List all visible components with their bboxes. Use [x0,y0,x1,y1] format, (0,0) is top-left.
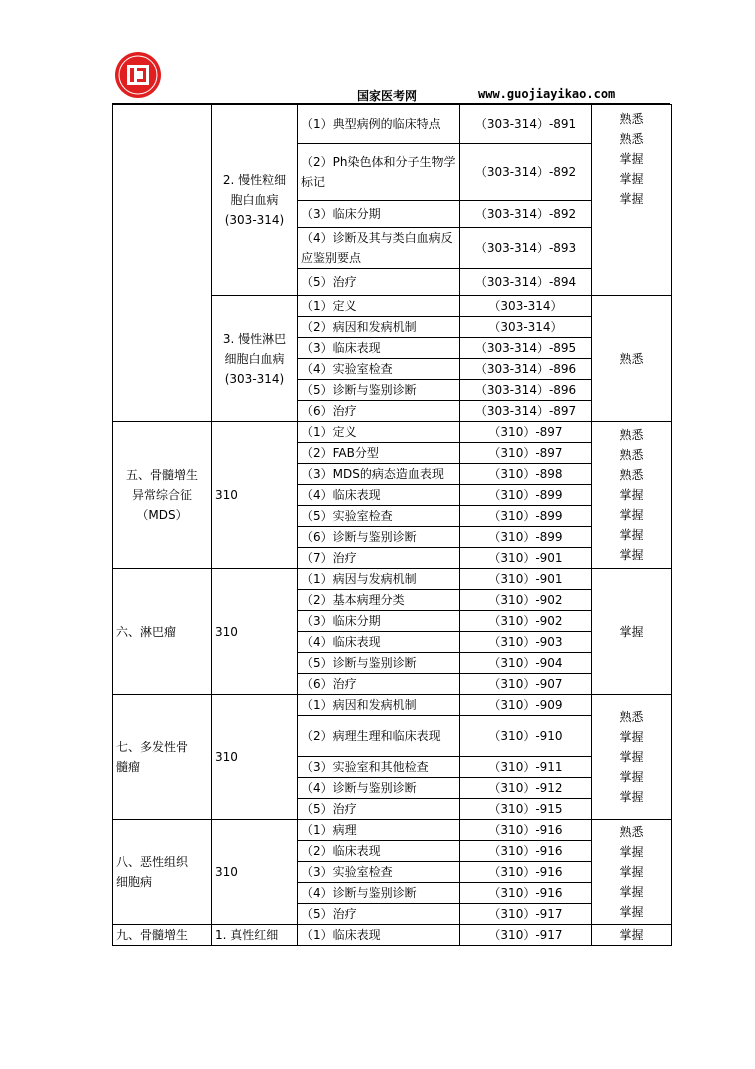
subcategory-cell: 3. 慢性淋巴 细胞白血病 (303-314) [212,296,298,422]
topic-cell: （3）临床分期 [298,201,460,228]
page-cell: （310）-909 [460,695,592,716]
category-cell: 七、多发性骨 髓瘤 [113,695,212,820]
page-cell: （310）-911 [460,757,592,778]
topic-cell: （2）基本病理分类 [298,590,460,611]
topic-cell: （5）治疗 [298,799,460,820]
table-row [113,105,672,144]
topic-cell: （3）实验室和其他检查 [298,757,460,778]
page-cell: （310）-897 [460,422,592,443]
topic-cell: （3）临床表现 [298,338,460,359]
category-cell: 五、骨髓增生 异常综合征 （MDS） [113,422,212,569]
requirement-cell: 熟悉 熟悉 熟悉 掌握 掌握 掌握 掌握 [592,422,672,569]
topic-cell: （5）治疗 [298,269,460,296]
topic-cell: （2）Ph染色体和分子生物学标记 [298,144,460,201]
table-row [113,925,672,946]
page-cell: （303-314）-893 [460,228,592,269]
page-cell: （310）-899 [460,485,592,506]
site-logo-icon [112,50,164,100]
site-name: 国家医考网 [357,89,418,103]
page-cell: （310）-899 [460,527,592,548]
table-row [113,695,672,716]
page-cell: （310）-915 [460,799,592,820]
requirement-cell: 熟悉 [592,296,672,422]
topic-cell: （1）病理 [298,820,460,841]
subcategory-cell: 310 [212,422,298,569]
page-cell: （303-314）-895 [460,338,592,359]
category-cell: 九、骨髓增生 [113,925,212,946]
page-cell: （303-314）-892 [460,201,592,228]
table-row [113,422,672,443]
page-cell: （310）-916 [460,883,592,904]
table-row [113,569,672,590]
topic-cell: （2）FAB分型 [298,443,460,464]
topic-cell: （3）实验室检查 [298,862,460,883]
topic-cell: （3）临床分期 [298,611,460,632]
page-cell: （310）-916 [460,862,592,883]
page-cell: （310）-902 [460,590,592,611]
topic-cell: （6）诊断与鉴别诊断 [298,527,460,548]
page-cell: （303-314）-896 [460,359,592,380]
page-cell: （303-314）-896 [460,380,592,401]
topic-cell: （4）实验室检查 [298,359,460,380]
subcategory-cell: 2. 慢性粒细 胞白血病 (303-314) [212,105,298,296]
topic-cell: （4）诊断与鉴别诊断 [298,778,460,799]
page-cell: （310）-902 [460,611,592,632]
requirement-cell: 掌握 [592,925,672,946]
topic-cell: （5）实验室检查 [298,506,460,527]
topic-cell: （5）治疗 [298,904,460,925]
page-cell: （310）-899 [460,506,592,527]
topic-cell: （1）典型病例的临床特点 [298,105,460,144]
site-url[interactable]: www.guojiayikao.com [478,87,616,101]
topic-cell: （1）临床表现 [298,925,460,946]
page-cell: （310）-904 [460,653,592,674]
page-cell: （310）-897 [460,443,592,464]
category-cell: 八、恶性组织 细胞病 [113,820,212,925]
subcategory-cell: 310 [212,820,298,925]
topic-cell: （6）治疗 [298,674,460,695]
page-cell: （303-314） [460,296,592,317]
topic-cell: （1）定义 [298,296,460,317]
topic-cell: （2）病理生理和临床表现 [298,716,460,757]
page-cell: （310）-903 [460,632,592,653]
page-cell: （303-314） [460,317,592,338]
page-cell: （310）-901 [460,548,592,569]
page-cell: （310）-898 [460,464,592,485]
subcategory-cell: 310 [212,569,298,695]
subcategory-cell: 310 [212,695,298,820]
topic-cell: （4）诊断与鉴别诊断 [298,883,460,904]
page-cell: （303-314）-892 [460,144,592,201]
page-cell: （310）-917 [460,904,592,925]
topic-cell: （3）MDS的病态造血表现 [298,464,460,485]
table-row [113,820,672,841]
topic-cell: （4）诊断及其与类白血病反应鉴别要点 [298,228,460,269]
requirement-cell: 掌握 [592,569,672,695]
topic-cell: （6）治疗 [298,401,460,422]
category-cell-empty [113,105,212,422]
page-cell: （310）-910 [460,716,592,757]
topic-cell: （1）病因和发病机制 [298,695,460,716]
topic-cell: （4）临床表现 [298,485,460,506]
subcategory-cell: 1. 真性红细 [212,925,298,946]
page-cell: （310）-912 [460,778,592,799]
topic-cell: （1）病因与发病机制 [298,569,460,590]
topic-cell: （5）诊断与鉴别诊断 [298,380,460,401]
topic-cell: （2）病因和发病机制 [298,317,460,338]
topic-cell: （4）临床表现 [298,632,460,653]
page-cell: （310）-907 [460,674,592,695]
page-cell: （310）-916 [460,820,592,841]
page-cell: （303-314）-891 [460,105,592,144]
category-cell: 六、淋巴瘤 [113,569,212,695]
requirement-cell: 熟悉 掌握 掌握 掌握 掌握 [592,695,672,820]
topic-cell: （7）治疗 [298,548,460,569]
syllabus-table [112,104,672,946]
topic-cell: （1）定义 [298,422,460,443]
page-cell: （310）-917 [460,925,592,946]
topic-cell: （2）临床表现 [298,841,460,862]
page-cell: （303-314）-894 [460,269,592,296]
page-cell: （303-314）-897 [460,401,592,422]
topic-cell: （5）诊断与鉴别诊断 [298,653,460,674]
page-cell: （310）-901 [460,569,592,590]
page-cell: （310）-916 [460,841,592,862]
requirement-cell: 熟悉 熟悉 掌握 掌握 掌握 [592,105,672,296]
requirement-cell: 熟悉 掌握 掌握 掌握 掌握 [592,820,672,925]
